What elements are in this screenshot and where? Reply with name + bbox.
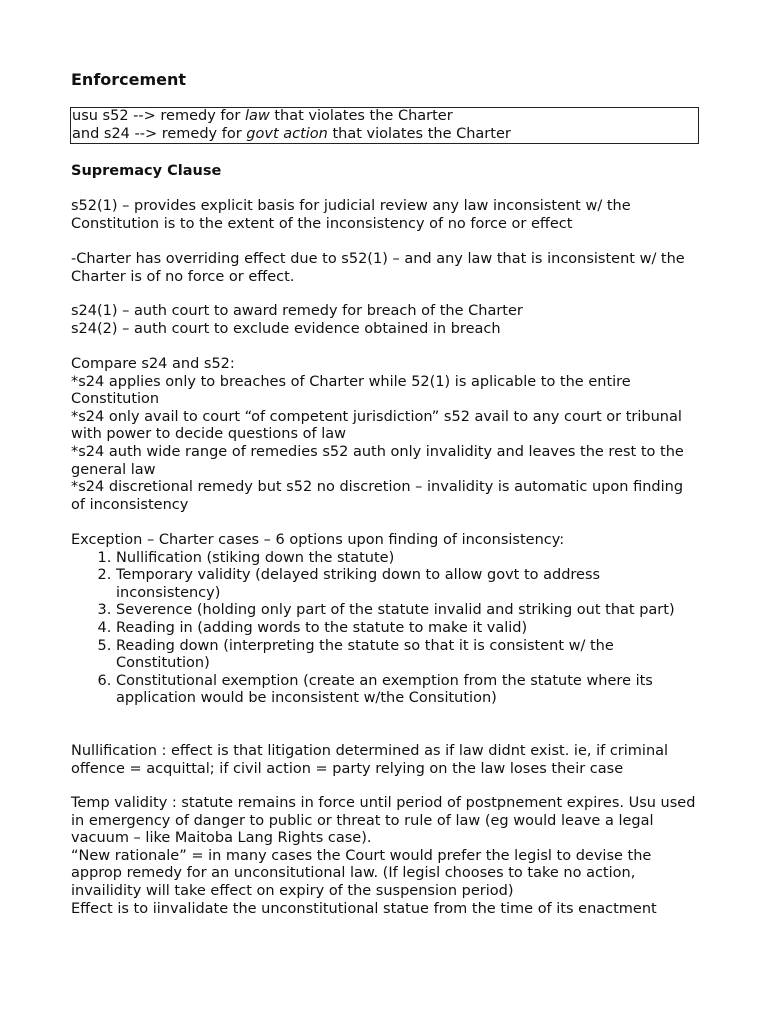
option-item: 4. Reading in (adding words to the statute to make it valid) [116, 620, 701, 638]
exception-section [71, 532, 701, 708]
paragraph-nullification: Nullification : effect is that litigation determined as if law didnt exist. ie, if criminal offence = acquittal; if civil action = party relying on the law loses their case [71, 743, 669, 777]
s24-1-line: s24(1) – auth court to award remedy for breach of the Charter [71, 303, 523, 319]
summary-line-s52: usu s52 --> remedy for law that violates the Charter [72, 108, 453, 124]
paragraph-charter-override: -Charter has overriding effect due to s52(1) – and any law that is inconsistent w/ the Charter is of no force or effect. [71, 251, 685, 285]
new-rationale-paragraph: “New rationale” = in many cases the Court would prefer the legisl to devise the approp remedy for an unconsitutional law. (If legisl chooses to take no action, invailidity will take effect on expiry of the suspension period) [71, 847, 652, 899]
option-item: 2. Temporary validity (delayed striking down to allow govt to address inconsistency) [116, 567, 701, 602]
compare-item: *s24 only avail to court “of competent jurisdiction” s52 avail to any court or tribunal with power to decide questions of law [71, 408, 682, 443]
temp-validity-paragraph: Temp validity : statute remains in force until period of postpnement expires. Usu used in emergency of danger to public or threat to rule of law (eg would leave a legal vacuum – like Maitoba Lang Rights case). [71, 795, 696, 847]
compare-section [71, 356, 701, 514]
exception-title: Exception – Charter cases – 6 options upon finding of inconsistency: [71, 532, 565, 548]
option-item: 5. Reading down (interpreting the statute so that it is consistent w/ the Constitution) [116, 638, 701, 673]
paragraph-s52-1: s52(1) – provides explicit basis for judicial review any law inconsistent w/ the Constitution is to the extent of the inconsistency of no force or effect [71, 198, 631, 232]
compare-item: *s24 auth wide range of remedies s52 auth only invalidity and leaves the rest to the general law [71, 443, 684, 478]
s24-2-line: s24(2) – auth court to exclude evidence obtained in breach [71, 320, 501, 337]
option-item: 1. Nullification (stiking down the statute) [116, 550, 701, 568]
compare-item: *s24 discretional remedy but s52 no discretion – invalidity is automatic upon finding of inconsistency [71, 479, 684, 513]
options-list [71, 550, 701, 708]
temp-validity-section [71, 795, 701, 918]
s24-section [71, 303, 701, 338]
summary-box [70, 107, 699, 144]
compare-title: Compare s24 and s52: [71, 356, 235, 372]
heading-enforcement: Enforcement [71, 70, 187, 89]
effect-paragraph: Effect is to iinvalidate the unconstitutional statue from the time of its enactment [71, 900, 657, 917]
summary-line-s24: and s24 --> remedy for govt action that violates the Charter [72, 125, 511, 142]
heading-supremacy-clause: Supremacy Clause [71, 163, 222, 179]
compare-item: *s24 applies only to breaches of Charter while 52(1) is aplicable to the entire Constitution [71, 373, 631, 408]
option-item: 6. Constitutional exemption (create an exemption from the statute where its application would be inconsistent w/the Consitution) [116, 673, 701, 708]
option-item: 3. Severence (holding only part of the statute invalid and striking out that part) [116, 602, 701, 620]
